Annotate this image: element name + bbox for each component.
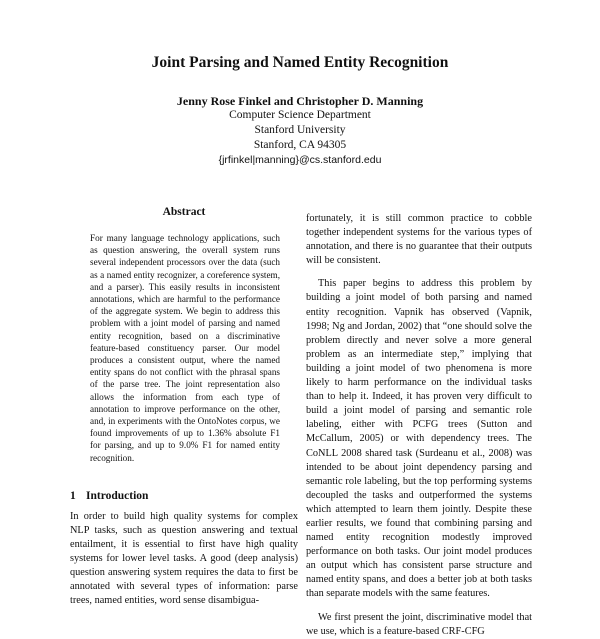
department: Computer Science Department (229, 109, 371, 121)
section-title: Introduction (86, 489, 149, 502)
right-column (306, 212, 532, 639)
university: Stanford University (254, 124, 346, 136)
paper-title: Joint Parsing and Named Entity Recognition (151, 54, 449, 71)
author-email: {jrfinkel|manning}@cs.stanford.edu (218, 154, 382, 166)
body-paragraph-continued: fortunately, it is still common practice to cobble together independent systems for the various types of annotation, and there is no guarantee that their outputs will be consistent. (306, 213, 532, 267)
body-paragraph: This paper begins to address this problem by building a joint model of both parsing and named entity recognition. Vapnik has observed (Vapnik, 1998; Ng and Jordan, 2002) that “one should solve the problem directly and never solve a more general problem as an intermediate step,” implying that building a joint model of two phenomena is more likely to harm performance on the individual tasks than to help it. Indeed, it has proven very difficult to build a joint model of parsing and semantic role labeling, either with PCFG trees (Sutton and McCallum, 2005) or with dependency trees. The CoNLL 2008 shared task (Surdeanu et al., 2008) was intended to be about joint dependency parsing and semantic role labeling, but the top performing systems decoupled the tasks and outperformed the systems which attempted to learn them jointly. Despite these earlier results, we found that combining parsing and named entity recognition modestly improved performance on both tasks. Our joint model produces an output which has consistent parse structure and named entity spans, and does a better job at both tasks than separate models with the same features. (306, 278, 532, 600)
abstract-text: For many language technology applications, such as question answering, the overall system runs several independent processors over the data (such as a named entity recognizer, a coreference system, and a parser). This easily results in inconsistent annotations, which are harmful to the performance of the aggregate system. We begin to address this problem with a joint model of parsing and named entity recognition, based on a discriminative feature-based constituency parser. Our model produces a consistent output, where the named entity spans do not conflict with the phrasal spans of the parse tree. The joint representation also allows the information from each type of annotation to improve performance on the other, and, in experiments with the OntoNotes corpus, we found improvements of up to 1.36% absolute F1 for parsing, and up to 9.0% F1 for named entity recognition. (90, 233, 280, 463)
body-paragraph: We first present the joint, discriminative model that we use, which is a feature-based CRF-CFG (306, 611, 532, 637)
author-affiliation (0, 108, 600, 168)
left-column (70, 206, 298, 609)
location: Stanford, CA 94305 (253, 139, 347, 151)
section-heading-introduction (70, 490, 298, 502)
section-number: 1 (70, 489, 76, 502)
intro-paragraph: In order to build high quality systems for complex NLP tasks, such as question answering and textual entailment, it is essential to first have high quality systems for lower level tasks. A good (deep analysis) question answering system requires the data to first be annotated with several types of information: parse trees, named entities, word sense disambigua- (70, 510, 298, 607)
abstract-heading: Abstract (162, 206, 206, 218)
paper-authors: Jenny Rose Finkel and Christopher D. Manning (176, 94, 424, 108)
